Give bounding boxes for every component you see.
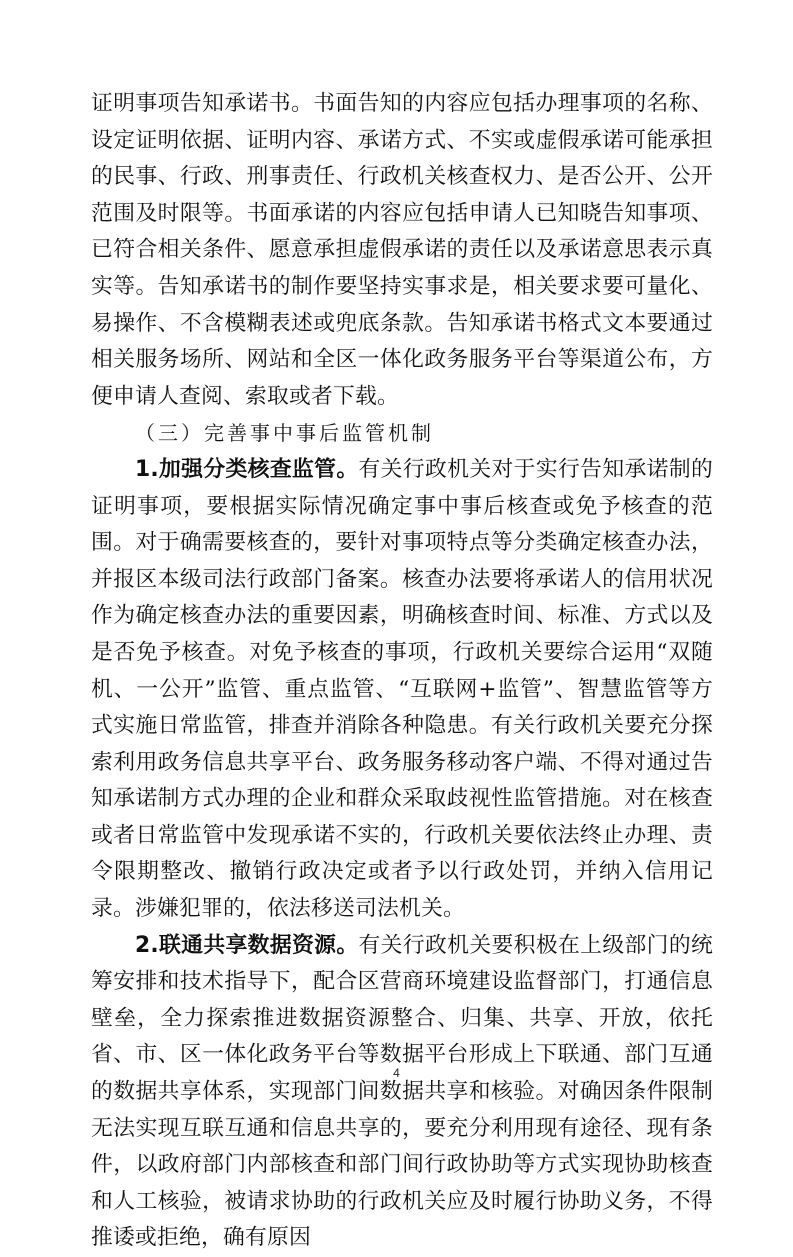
section-lead-title: 1.加强分类核查监管。: [135, 456, 359, 482]
section-classified-verification: [91, 452, 713, 928]
paragraph-notice-content: [91, 86, 713, 415]
section-text: 有关行政机关要积极在上级部门的统筹安排和技术指导下，配合区营商环境建设监督部门，打通信息壁垒，全力探索推进数据资源整合、归集、共享、开放，依托省、市、区一体化政务平台等数据平台形成上下联通、部门互通的数据共享体系，实现部门间数据共享和核验。对确因条件限制无法实现互联互通和信息共享的，要充分利用现有途径、现有条件，以政府部门内部核查和部门间行政协助等方式实现协助核查和人工核验，被请求协助的行政机关应及时履行协助义务，不得推诿或拒绝，确有原因: [91, 932, 713, 1251]
section-text: 有关行政机关对于实行告知承诺制的证明事项，要根据实际情况确定事中事后核查或免予核查的范围。对于确需要核查的，要针对事项特点等分类确定核查办法，并报区本级司法行政部门备案。核查办法要将承诺人的信用状况作为确定核查办法的重要因素，明确核查时间、标准、方式以及是否免予核查。对免予核查的事项，行政机关要综合运用“双随机、一公开”监管、重点监管、“互联网+监管”、智慧监管等方式实施日常监管，排查并消除各种隐患。有关行政机关要充分探索利用政务信息共享平台、政务服务移动客户端、不得对通过告知承诺制方式办理的企业和群众采取歧视性监管措施。对在核查或者日常监管中发现承诺不实的，行政机关要依法终止办理、责令限期整改、撤销行政决定或者予以行政处罚，并纳入信用记录。涉嫌犯罪的，依法移送司法机关。: [91, 456, 713, 922]
section-data-sharing: [91, 928, 713, 1257]
paragraph-text: 证明事项告知承诺书。书面告知的内容应包括办理事项的名称、设定证明依据、证明内容、承诺方式、不实或虚假承诺可能承担的民事、行政、刑事责任、行政机关核查权力、是否公开、公开范围及时限等。书面承诺的内容应包括申请人已知晓告知事项、已符合相关条件、愿意承担虚假承诺的责任以及承诺意思表示真实等。告知承诺书的制作要坚持实事求是，相关要求要可量化、易操作、不含模糊表述或兜底条款。告知承诺书格式文本要通过相关服务场所、网站和全区一体化政务服务平台等渠道公布，方便申请人查阅、索取或者下载。: [91, 91, 713, 409]
page-number: 4: [393, 1066, 400, 1080]
subheading-supervision: （三）完善事中事后监管机制: [135, 421, 434, 446]
section-lead-title: 2.联通共享数据资源。: [135, 932, 359, 958]
document-body: [91, 86, 713, 1257]
